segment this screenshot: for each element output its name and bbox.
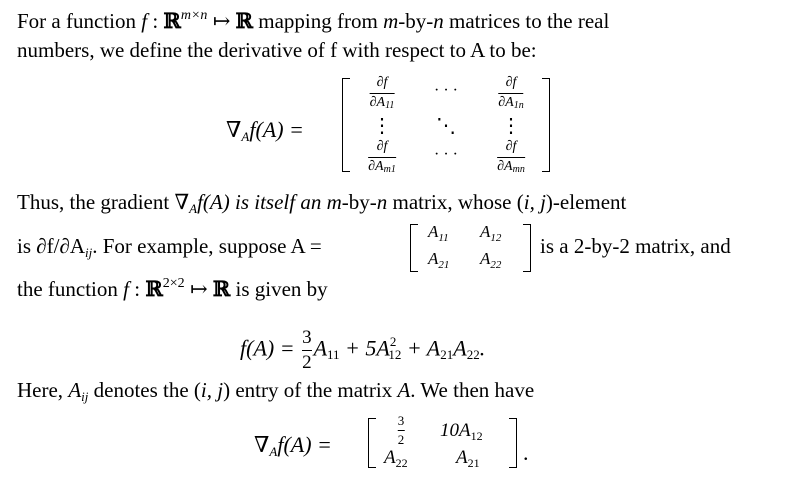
fraction-three-halves: $\frac{3}{2}$ — [302, 327, 312, 373]
text: Here, — [17, 378, 69, 402]
subscript: A — [189, 201, 198, 216]
text: the function — [17, 277, 124, 301]
math-n: n — [376, 190, 388, 214]
math-A: A — [397, 378, 411, 402]
text: : — [128, 277, 146, 301]
denominator: ∂A — [497, 158, 513, 174]
text: mapping from — [253, 9, 384, 33]
vdots: ⋮ — [372, 115, 392, 137]
subscript: ij — [81, 389, 89, 404]
mapsto-symbol: ↦ — [207, 9, 236, 33]
lhs-text: f(A) = — [277, 432, 332, 457]
nabla-symbol: ∇ — [174, 190, 190, 214]
text: ) entry of the matrix — [223, 378, 398, 402]
matrix-right-bracket — [542, 78, 550, 172]
text: f(A) is itself an — [197, 190, 327, 214]
math-f: f — [123, 277, 129, 301]
mapsto-symbol: ↦ — [184, 277, 213, 301]
paragraph-line-4-right: is a 2-by-2 matrix, and — [540, 234, 731, 258]
math-m: m — [383, 9, 399, 33]
f-equation: f(A) = $\frac{3}{2}$ $A11 + 5A^212 + A21A22$. — [240, 327, 486, 373]
denominator: ∂A — [498, 94, 514, 110]
math-ij: i, j — [523, 190, 546, 214]
text: is given by — [230, 277, 328, 301]
result-entry-22: $A_{21}$ — [456, 447, 480, 470]
math-n: n — [433, 9, 444, 33]
nabla-symbol: ∇ — [254, 432, 270, 457]
text: is ∂f/∂A — [17, 234, 86, 258]
matrix-entry-A21: $A_{21}$ — [428, 249, 450, 271]
matrix-left-bracket — [410, 224, 418, 272]
numerator: ∂f — [505, 139, 517, 154]
matrix-entry-m1 — [368, 140, 396, 174]
text: . We then have — [410, 378, 535, 402]
superscript: m×n — [180, 8, 208, 23]
matrix-right-bracket — [523, 224, 531, 272]
text: Thus, the gradient — [17, 190, 175, 214]
text: For a function — [17, 9, 142, 33]
result-lhs — [254, 432, 332, 458]
subscript: ij — [85, 245, 93, 260]
matrix-entry-A11: $A_{11}$ — [428, 222, 449, 244]
reals-symbol: ℝ — [145, 276, 163, 301]
result-entry-21: $A_{22}$ — [384, 447, 408, 470]
subscript: A — [269, 444, 278, 459]
matrix-entry-A22: $A_{22}$ — [480, 249, 502, 271]
text: )-element — [545, 190, 627, 214]
text: -by- — [341, 190, 377, 214]
subscript: 11 — [385, 99, 395, 111]
matrix-entry-A12: $A_{12}$ — [480, 222, 502, 244]
cdots: · · · — [434, 82, 458, 99]
text: matrices to the real — [443, 9, 610, 33]
numerator: ∂f — [505, 75, 517, 90]
matrix-entry-mn — [497, 140, 525, 174]
paragraph-line-2: numbers, we define the derivative of f with respect to A to be: — [17, 38, 537, 62]
text: : — [147, 9, 164, 33]
period: . — [523, 440, 529, 465]
math-m: m — [326, 190, 342, 214]
paragraph-line-1 — [17, 10, 609, 32]
math-A: A — [68, 378, 82, 402]
paragraph-line-3 — [17, 190, 627, 216]
paragraph-line-4-left — [17, 234, 322, 260]
paragraph-line-6 — [17, 378, 535, 404]
nabla-symbol: ∇ — [226, 117, 242, 142]
superscript: 2×2 — [162, 276, 185, 291]
text: matrix, whose ( — [387, 190, 524, 214]
result-entry-11: $\frac{3}{2}$ — [397, 413, 405, 447]
matrix-left-bracket — [368, 418, 376, 468]
matrix-right-bracket — [509, 418, 517, 468]
numerator: ∂f — [376, 139, 388, 154]
numerator: ∂f — [376, 75, 388, 90]
reals-symbol: ℝ — [235, 8, 253, 33]
matrix-left-bracket — [342, 78, 350, 172]
subscript: m1 — [383, 163, 396, 175]
reals-symbol: ℝ — [163, 8, 181, 33]
denominator: ∂A — [369, 94, 386, 110]
subscript: A — [241, 129, 250, 144]
math-f: f — [141, 9, 148, 33]
text: -by- — [398, 9, 434, 33]
reals-symbol: ℝ — [212, 276, 231, 301]
lhs-text: f(A) = — [249, 117, 304, 142]
gradient-lhs — [226, 117, 304, 143]
subscript: mn — [512, 163, 525, 175]
lhs-text: f(A) = — [240, 335, 295, 361]
text: denotes the ( — [88, 378, 201, 402]
text: . For example, suppose A = — [92, 234, 322, 258]
matrix-entry-11 — [370, 76, 395, 110]
subscript: 1n — [513, 99, 524, 111]
math-ij: i, j — [200, 378, 224, 402]
denominator: ∂A — [368, 158, 384, 174]
vdots: ⋮ — [501, 115, 521, 137]
cdots: · · · — [434, 146, 458, 163]
result-entry-12: $10A_{12}$ — [440, 420, 483, 443]
matrix-entry-1n — [498, 76, 523, 110]
ddots: ⋱ — [436, 115, 456, 137]
paragraph-line-5 — [17, 278, 328, 300]
